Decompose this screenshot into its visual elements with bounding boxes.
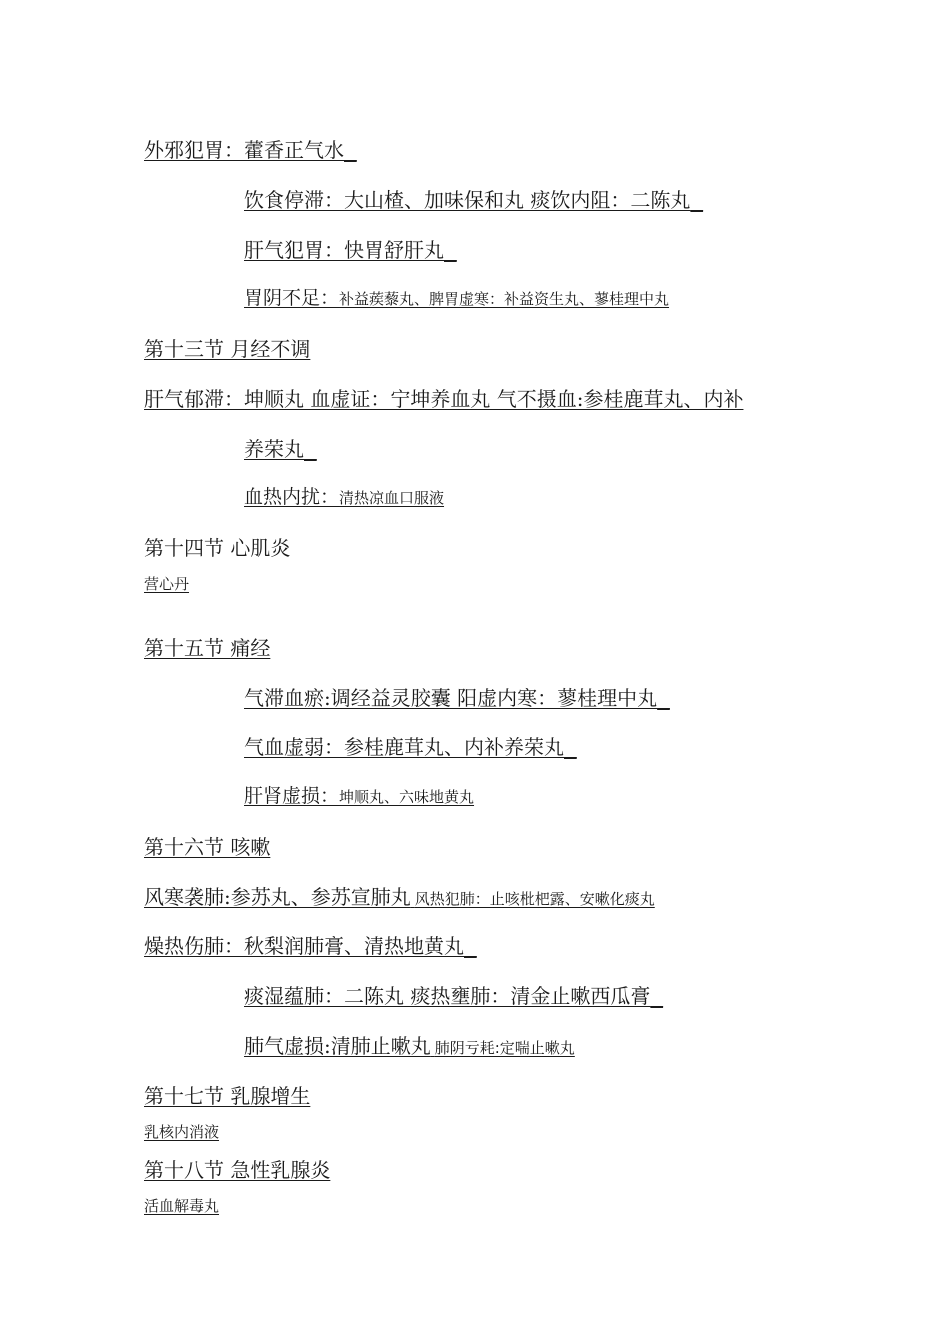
text-line-23: 活血解毒丸 [144,1197,220,1215]
remedy-text: 清热凉血口服液 [339,489,445,507]
text-line-12: 气滞血瘀:调经益灵胶囊 阳虚内寒：蓼桂理中丸 [244,686,658,710]
text-line-16 [144,887,655,908]
section-heading-14: 第十四节 心肌炎 [144,536,291,560]
remedy-text: 补益蒺藜丸、脾胃虚寒：补益资生丸、蓼桂理中丸 [339,290,670,308]
remedy-text: 坤顺丸、六味地黄丸 [339,788,475,806]
text-line-2: 饮食停滞：大山楂、加味保和丸 痰饮内阻：二陈丸 [244,188,691,212]
text-line-3: 肝气犯胃：快胃舒肝丸 [244,238,444,262]
text-line-4 [244,289,669,308]
text-line-7: 养荣丸 [244,437,304,461]
section-heading-15: 第十五节 痛经 [144,636,271,660]
syndrome-label: 肝肾虚损： [244,785,340,807]
text-line-19 [244,1036,575,1057]
text-line-1: 外邪犯胃：藿香正气水 [144,138,344,162]
remedy-text: 肺气虚损:清肺止嗽丸 [244,1034,431,1058]
section-heading-13: 第十三节 月经不调 [144,337,311,361]
remedy-text: 风热犯肺：止咳枇杷露、安嗽化痰丸 [414,890,655,908]
syndrome-label: 血热内扰： [244,486,340,508]
text-line-21: 乳核内消液 [144,1123,220,1141]
section-heading-18: 第十八节 急性乳腺炎 [144,1158,331,1182]
remedy-text: 风寒袭肺:参苏丸、参苏宣肺丸 [144,885,411,909]
text-line-13: 气血虚弱：参桂鹿茸丸、内补养荣丸 [244,735,564,759]
text-line-8 [244,488,444,507]
section-heading-16: 第十六节 咳嗽 [144,835,271,859]
text-line-17: 燥热伤肺：秋梨润肺膏、清热地黄丸 [144,934,464,958]
section-heading-17: 第十七节 乳腺增生 [144,1084,311,1108]
syndrome-label: 胃阴不足： [244,287,340,309]
text-line-10: 营心丹 [144,575,190,593]
text-line-14 [244,787,474,806]
text-line-6: 肝气郁滞：坤顺丸 血虚证：宁坤养血丸 气不摄血:参桂鹿茸丸、内补 [144,387,744,411]
text-line-18: 痰湿蕴肺：二陈丸 痰热壅肺：清金止嗽西瓜膏 [244,984,651,1008]
remedy-text: 肺阴亏耗:定喘止嗽丸 [434,1039,575,1057]
